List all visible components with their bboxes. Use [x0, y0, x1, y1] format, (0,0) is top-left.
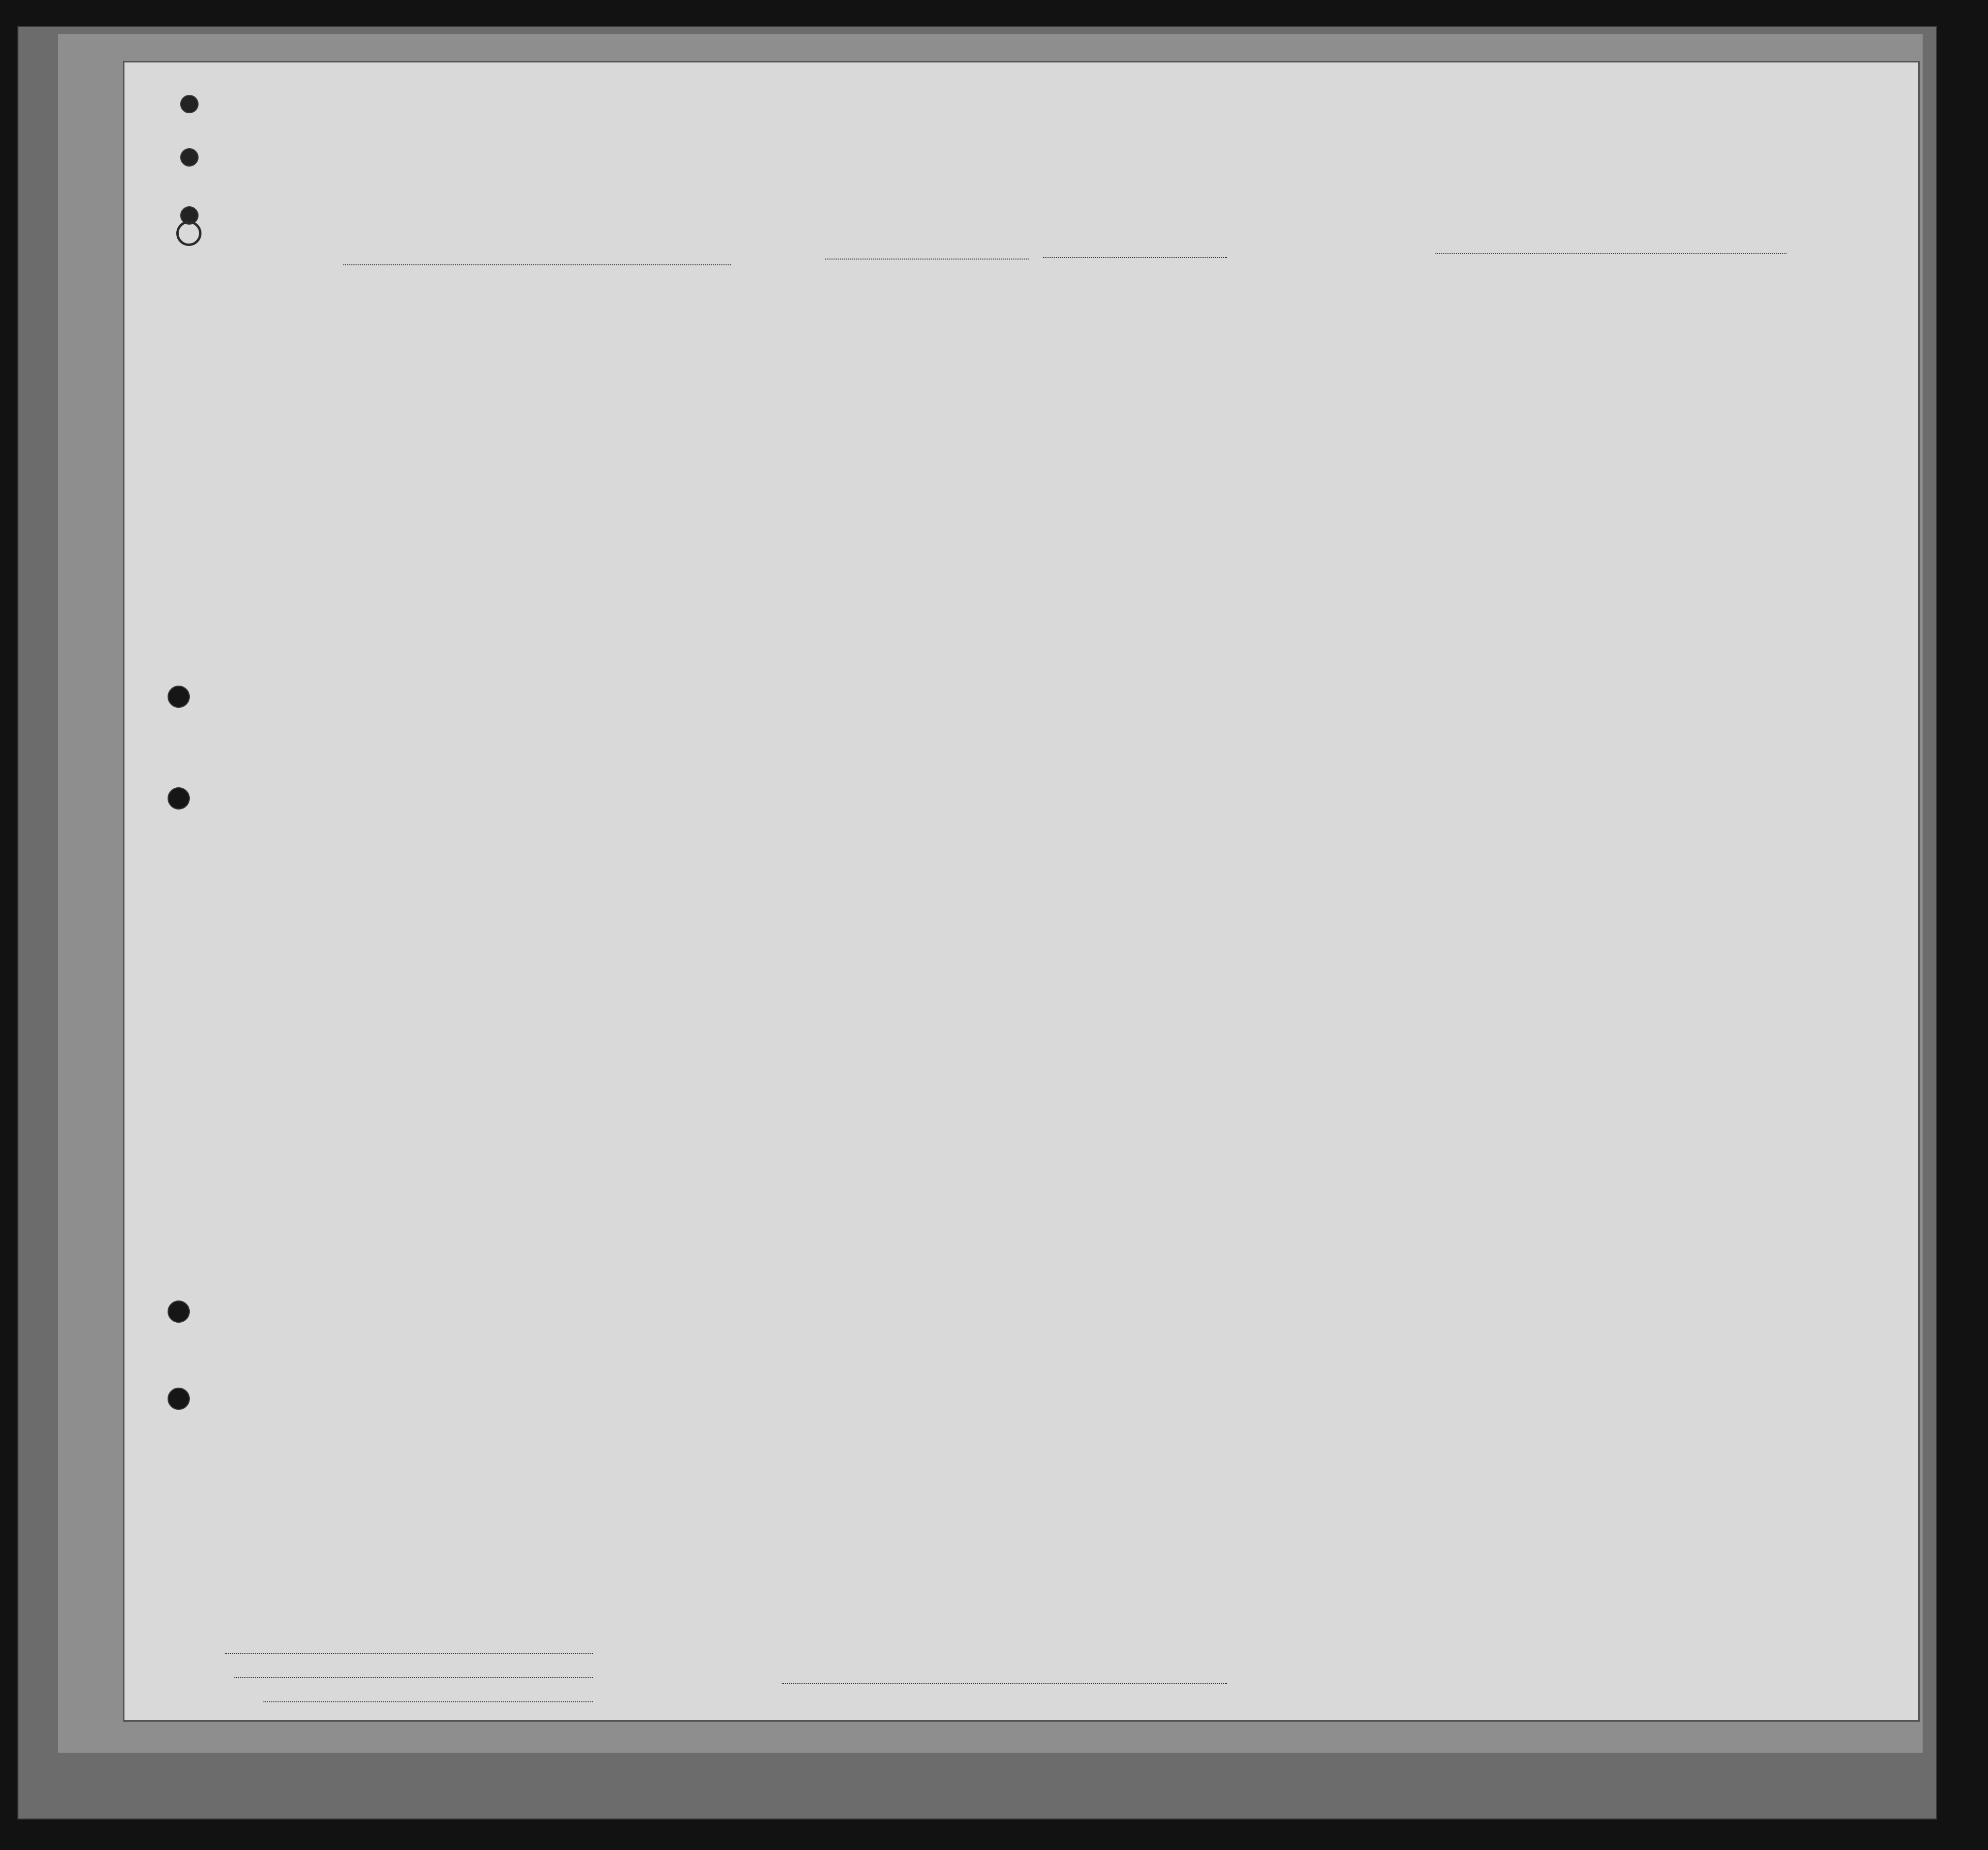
footer-owners-underline	[234, 1677, 593, 1678]
footer-line-underline	[225, 1653, 593, 1654]
table-grid	[123, 61, 1920, 1722]
inspector-underline	[782, 1683, 1227, 1684]
footer-agents-underline	[263, 1701, 593, 1702]
manifest-sheet	[123, 61, 1920, 1722]
